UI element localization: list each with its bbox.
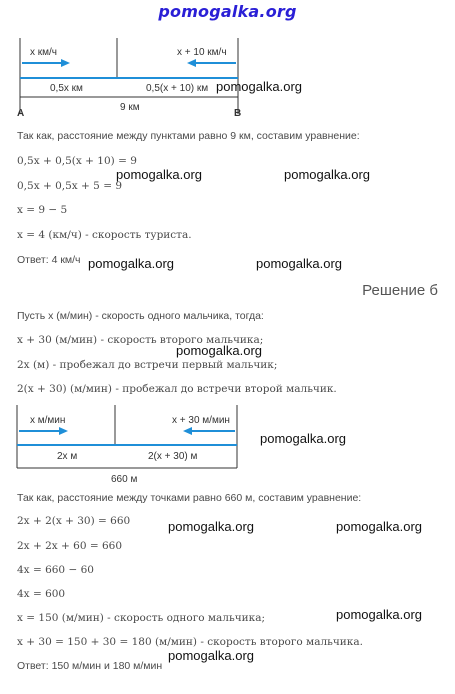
watermark: pomogalka.org [336, 607, 422, 622]
site-logo[interactable]: pomogalka.org [158, 2, 297, 21]
arrow-right-icon [59, 427, 68, 435]
part-b-eq6: x + 30 = 150 + 30 = 180 (м/мин) - скорость второго мальчика. [17, 636, 363, 648]
watermark: pomogalka.org [256, 256, 342, 271]
diagram-a-speed-right: x + 10 км/ч [177, 47, 227, 58]
part-b-line1: Пусть x (м/мин) - скорость одного мальчика, тогда: [17, 310, 264, 322]
diagram-a-point-a: A [17, 108, 25, 118]
watermark: pomogalka.org [168, 519, 254, 534]
part-b-line2: x + 30 (м/мин) - скорость второго мальчика; [17, 334, 264, 346]
watermark: pomogalka.org [284, 167, 370, 182]
part-b-line3: 2x (м) - пробежал до встречи первый мальчик; [17, 359, 278, 371]
diagram-a-seg-left: 0,5x км [50, 83, 83, 94]
part-b-eq3: 4x = 660 − 60 [17, 564, 94, 576]
diagram-b-speed-right: x + 30 м/мин [172, 415, 230, 426]
watermark: pomogalka.org [336, 519, 422, 534]
diagram-b-speed-left: x м/мин [30, 415, 66, 426]
watermark: pomogalka.org [176, 343, 262, 358]
part-b-eq1: 2x + 2(x + 30) = 660 [17, 515, 131, 527]
part-b-eq4: 4x = 600 [17, 588, 66, 600]
part-a-eq2: 0,5x + 0,5x + 5 = 9 [17, 180, 123, 192]
arrow-left-icon [183, 427, 192, 435]
section-heading-b: Решение б [362, 282, 438, 299]
part-a-answer: Ответ: 4 км/ч [17, 254, 81, 266]
part-b-eq5: x = 150 (м/мин) - скорость одного мальчика; [17, 612, 265, 624]
part-b-intro: Так как, расстояние между точками равно 660 м, составим уравнение: [17, 492, 362, 504]
part-b-line4: 2(x + 30) (м/мин) - пробежал до встречи второй мальчик. [17, 383, 337, 395]
part-b-eq2: 2x + 2x + 60 = 660 [17, 540, 123, 552]
watermark: pomogalka.org [88, 256, 174, 271]
diagram-a-seg-right: 0,5(x + 10) км [146, 83, 209, 94]
part-a-eq3: x = 9 − 5 [17, 204, 68, 216]
watermark: pomogalka.org [216, 79, 302, 94]
diagram-b-seg-left: 2x м [57, 451, 78, 462]
diagram-b-total: 660 м [111, 474, 138, 485]
part-a-eq1: 0,5x + 0,5(x + 10) = 9 [17, 155, 137, 167]
part-b-answer: Ответ: 150 м/мин и 180 м/мин [17, 660, 163, 672]
diagram-a-point-b: B [234, 108, 242, 118]
arrow-right-icon [61, 59, 70, 67]
part-a-intro: Так как, расстояние между пунктами равно 9 км, составим уравнение: [17, 130, 360, 142]
part-a-eq4: x = 4 (км/ч) - скорость туриста. [17, 229, 192, 241]
watermark: pomogalka.org [168, 648, 254, 663]
watermark: pomogalka.org [260, 431, 346, 446]
diagram-a-speed-left: x км/ч [30, 47, 58, 58]
watermark: pomogalka.org [116, 167, 202, 182]
arrow-left-icon [187, 59, 196, 67]
distance-diagram-a [0, 34, 300, 118]
diagram-b-seg-right: 2(x + 30) м [148, 451, 198, 462]
diagram-a-total: 9 км [120, 102, 140, 113]
distance-diagram-b [0, 403, 300, 487]
